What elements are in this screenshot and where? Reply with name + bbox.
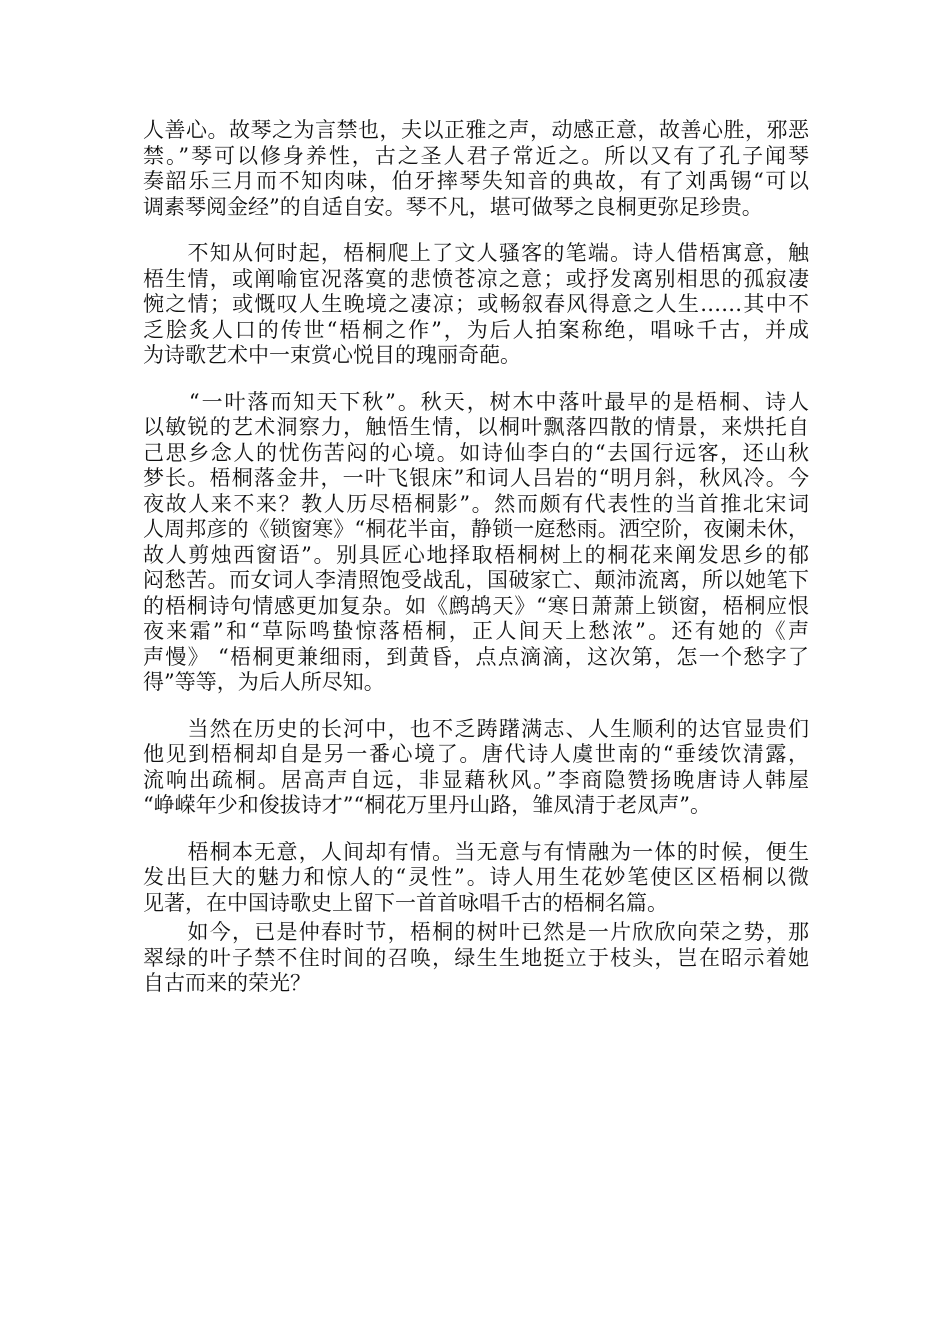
- text-line: 为诗歌艺术中一束赏心悦目的瑰丽奇葩。: [143, 343, 521, 367]
- text-line: 梧桐本无意，人间却有情。当无意与有情融为一体的时候，便生: [143, 839, 809, 864]
- text-line: 他见到梧桐却自是另一番心境了。唐代诗人虞世南的“垂绫饮清露，: [143, 742, 809, 766]
- text-line: 闷愁苦。而女词人李清照饱受战乱，国破家亡、颠沛流离，所以她笔下: [143, 568, 809, 592]
- text-line: 夜故人来不来？教人历尽梧桐影”。然而颇有代表性的当首推北宋词: [143, 491, 809, 516]
- text-line: 夜来霜”和“草际鸣蛰惊落梧桐，正人间天上愁浓”。还有她的《声: [143, 619, 809, 643]
- text-line: 自古而来的荣光？: [143, 971, 311, 995]
- text-line: 不知从何时起，梧桐爬上了文人骚客的笔端。诗人借梧寓意，触: [143, 241, 809, 265]
- paragraph-qin: [143, 118, 809, 220]
- paragraph-gap: [143, 819, 809, 840]
- text-line: 以敏锐的艺术洞察力，触悟生情，以桐叶飘落四散的情景，来烘托自: [143, 415, 809, 439]
- text-line: 惋之情；或慨叹人生晚境之凄凉；或畅叙春风得意之人生……其中不: [143, 292, 809, 316]
- text-line: “峥嵘年少和俊拔诗才”“桐花万里丹山路，雏凤清于老凤声”。: [143, 793, 711, 817]
- text-line: 调素琴阅金经”的自适自安。琴不凡，堪可做琴之良桐更弥足珍贵。: [143, 194, 763, 219]
- paragraph-officials: [143, 717, 809, 819]
- text-line: 流响出疏桐。居高声自远，非显藉秋风。”李商隐赞扬晚唐诗人韩屋: [143, 767, 809, 792]
- paragraph-spring: [143, 920, 809, 997]
- text-line: 的梧桐诗句情感更加复杂。如《鹧鸪天》“寒日萧萧上锁窗，梧桐应恨: [143, 593, 809, 618]
- text-line: 人善心。故琴之为言禁也，夫以正雅之声，动感正意，故善心胜，邪恶: [143, 118, 809, 142]
- text-line: 故人剪烛西窗语”。别具匠心地择取梧桐树上的桐花来阐发思乡的郁: [143, 542, 809, 567]
- text-line: 己思乡念人的忧伤苦闷的心境。如诗仙李白的“去国行远客，还山秋: [143, 440, 809, 465]
- paragraph-gap: [143, 369, 809, 390]
- text-line: 见著，在中国诗歌史上留下一首首咏唱千古的梧桐名篇。: [143, 890, 668, 915]
- text-line: 翠绿的叶子禁不住时间的召唤，绿生生地挺立于枝头，岂在昭示着她: [143, 945, 809, 970]
- text-line: 人周邦彦的《锁窗寒》“桐花半亩，静锁一庭愁雨。洒空阶，夜阑未休，: [143, 517, 809, 541]
- text-line: 梦长。梧桐落金井，一叶飞银床”和词人吕岩的“明月斜，秋风冷。今: [143, 466, 809, 490]
- text-line: 发出巨大的魅力和惊人的“灵性”。诗人用生花妙笔使区区梧桐以微: [143, 865, 809, 889]
- text-line: 禁。”琴可以修身养性，古之圣人君子常近之。所以又有了孔子闻琴: [143, 143, 809, 168]
- text-line: “一叶落而知天下秋”。秋天，树木中落叶最早的是梧桐、诗人: [143, 389, 809, 414]
- text-line: 声慢》 “梧桐更兼细雨，到黄昏，点点滴滴，这次第，怎一个愁字了: [143, 644, 809, 669]
- paragraph-autumn: [143, 390, 809, 696]
- text-line: 梧生情，或阐喻宦况落寞的悲愤苍凉之意；或抒发离别相思的孤寂凄: [143, 266, 809, 291]
- paragraph-gap: [143, 696, 809, 717]
- article-body: [143, 118, 809, 997]
- text-line: 得”等等，为后人所尽知。: [143, 670, 385, 694]
- text-line: 奏韶乐三月而不知肉味，伯牙摔琴失知音的典故，有了刘禹锡“可以: [143, 169, 809, 193]
- text-line: 如今，已是仲春时节，梧桐的树叶已然是一片欣欣向荣之势，那: [143, 920, 809, 944]
- text-line: 乏脍炙人口的传世“梧桐之作”，为后人拍案称绝，唱咏千古，并成: [143, 317, 809, 342]
- paragraph-emotion: [143, 840, 809, 917]
- paragraph-wutong-poets: [143, 241, 809, 369]
- paragraph-gap: [143, 220, 809, 241]
- text-line: 当然在历史的长河中，也不乏踌躇满志、人生顺利的达官显贵们: [143, 716, 809, 741]
